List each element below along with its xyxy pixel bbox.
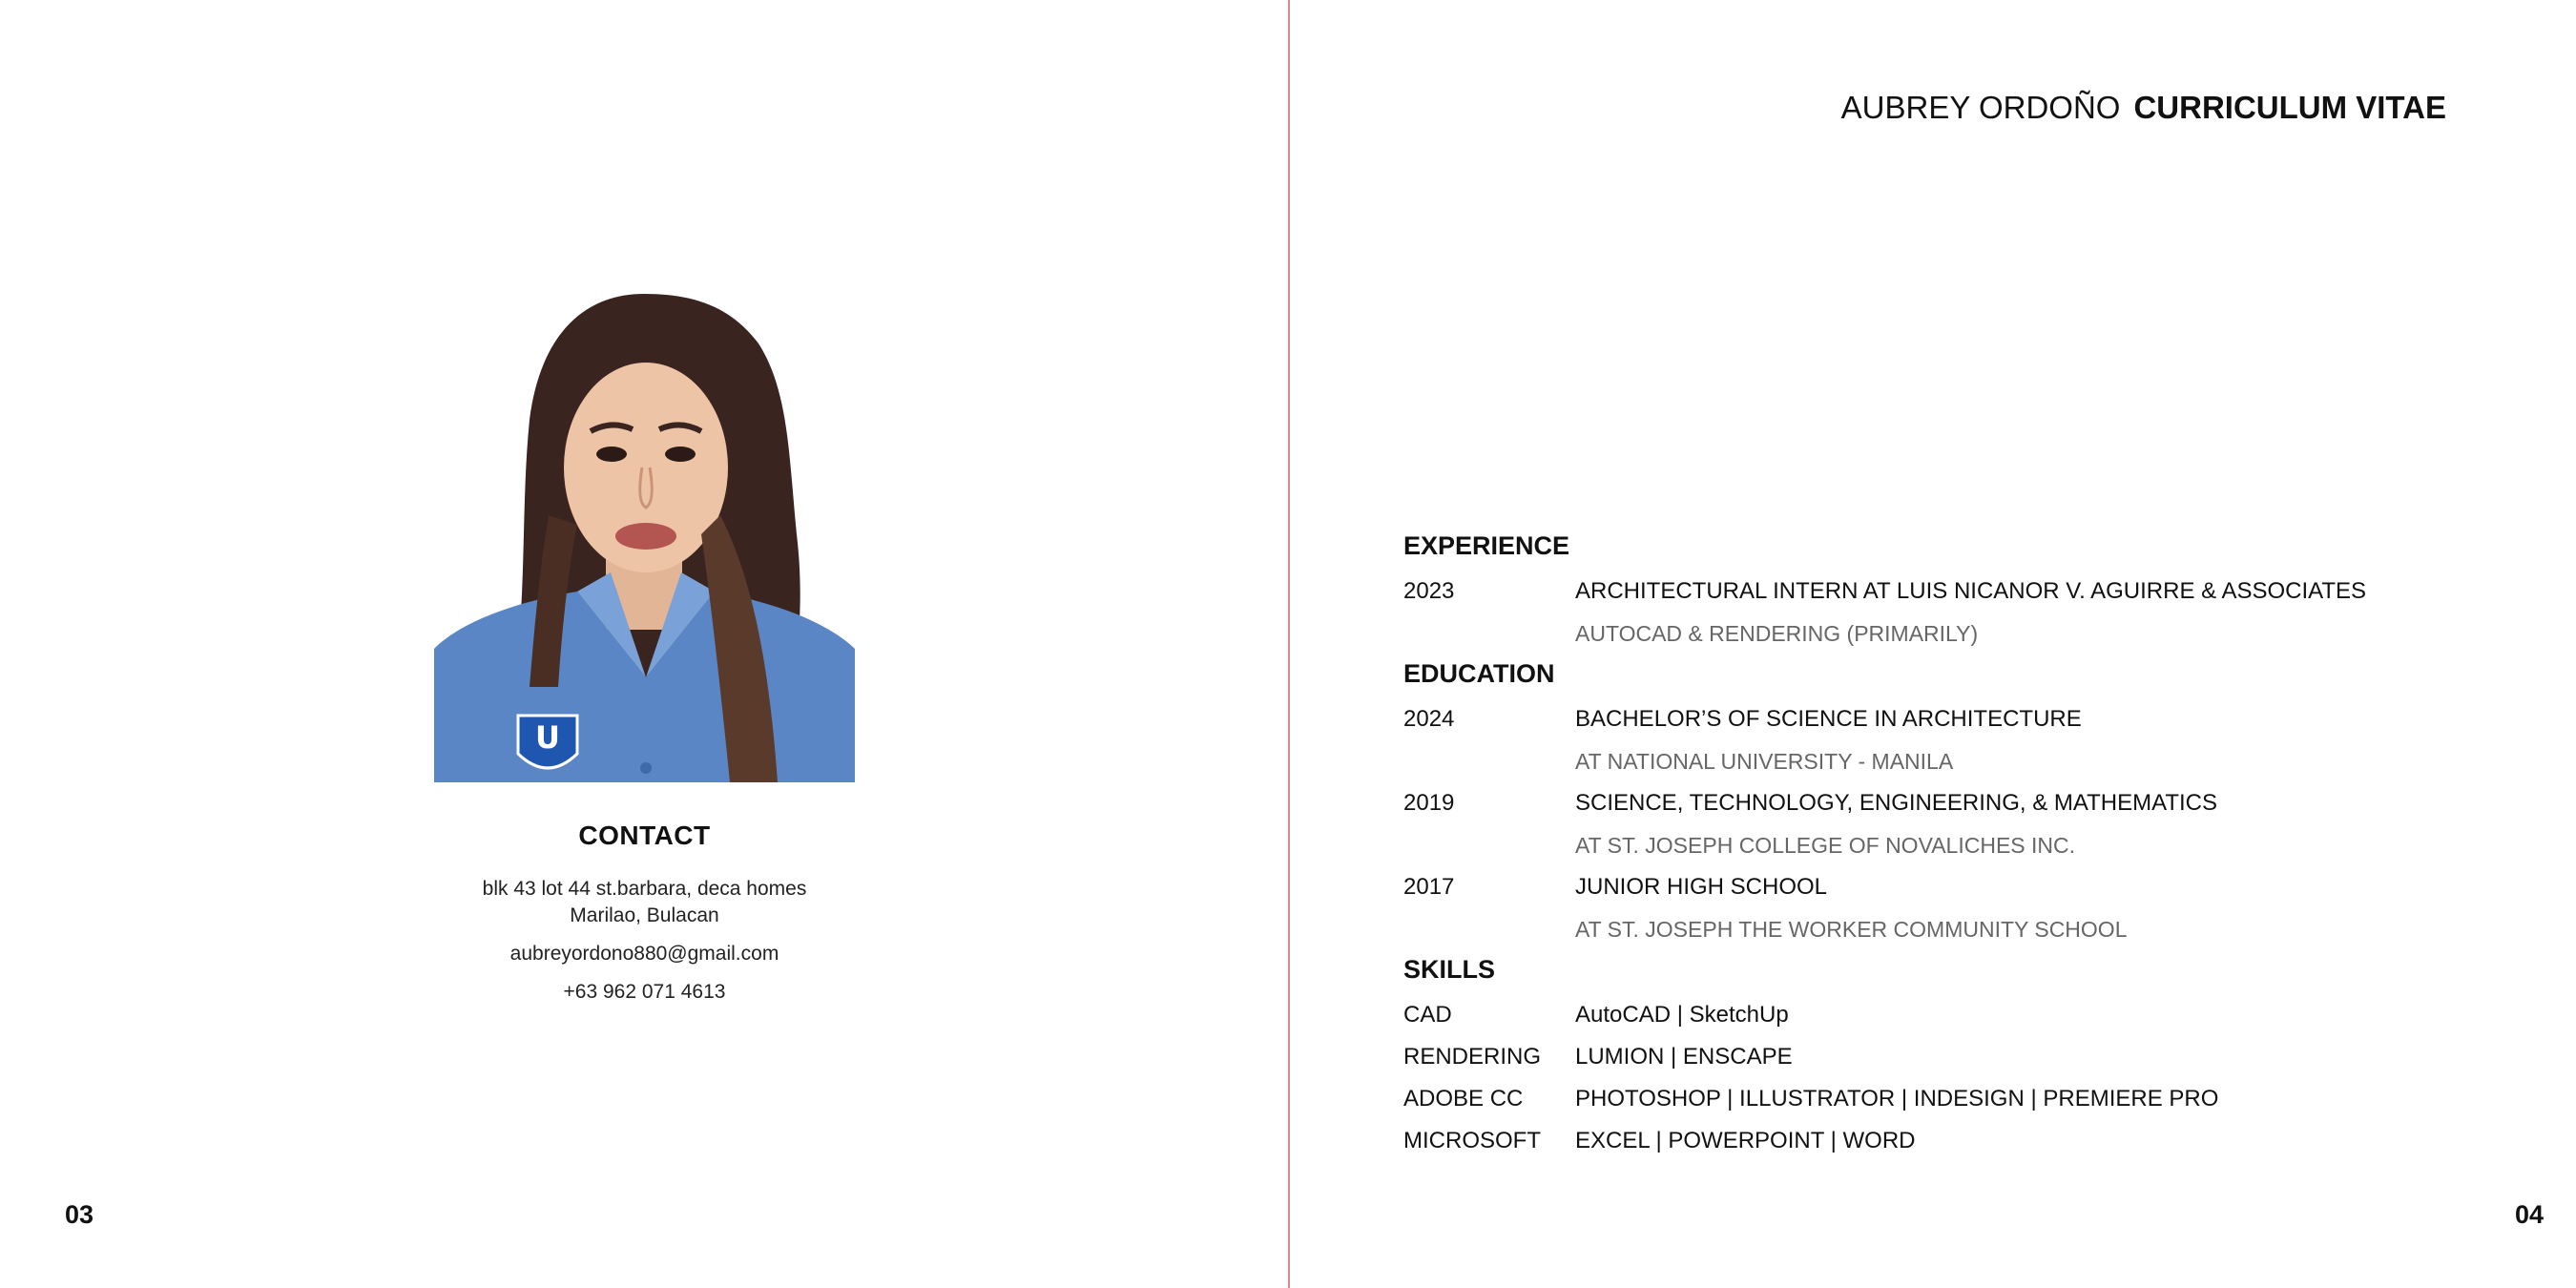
entry-year: 2017 [1403, 874, 1455, 900]
skill-row [1403, 1036, 2501, 1078]
skill-label: ADOBE CC [1403, 1086, 1524, 1111]
skill-label: CAD [1403, 1002, 1452, 1028]
section-title-skills: SKILLS [1403, 955, 1496, 984]
entry-main: ARCHITECTURAL INTERN AT LUIS NICANOR V. AGUIRRE & ASSOCIATES [1575, 578, 2367, 604]
contact-phone: +63 962 071 4613 [563, 981, 726, 1003]
contact-address-line1: blk 43 lot 44 st.barbara, deca homes [482, 878, 807, 900]
entry-year: 2024 [1403, 706, 1455, 732]
entry-main: SCIENCE, TECHNOLOGY, ENGINEERING, & MATHEMATICS [1575, 790, 2217, 816]
skill-value: EXCEL | POWERPOINT | WORD [1575, 1128, 1916, 1153]
experience-entry [1403, 571, 2501, 654]
page-number-right: 04 [2514, 1200, 2544, 1229]
entry-year: 2019 [1403, 790, 1455, 816]
skill-row [1403, 1078, 2501, 1120]
skill-value: PHOTOSHOP | ILLUSTRATOR | INDESIGN | PREMIERE PRO [1575, 1086, 2219, 1111]
entry-sub: AUTOCAD & RENDERING (PRIMARILY) [1575, 621, 1979, 646]
section-title-experience: EXPERIENCE [1403, 531, 1570, 560]
education-entry [1403, 698, 2501, 782]
skill-label: RENDERING [1403, 1044, 1542, 1070]
page-number-left: 03 [65, 1200, 94, 1229]
contact-email: aubreyordono880@gmail.com [509, 943, 779, 965]
entry-sub: AT NATIONAL UNIVERSITY - MANILA [1575, 749, 1954, 774]
skill-row [1403, 994, 2501, 1036]
entry-year: 2023 [1403, 578, 1455, 604]
education-entry [1403, 782, 2501, 866]
cv-name: AUBREY ORDOÑO [1840, 90, 2121, 125]
cv-title: CURRICULUM VITAE [2133, 90, 2446, 125]
contact-heading: CONTACT [578, 821, 711, 850]
contact-section [434, 821, 855, 1006]
badge-letter: U [535, 719, 560, 756]
entry-sub: AT ST. JOSEPH COLLEGE OF NOVALICHES INC. [1575, 833, 2076, 858]
section-title-education: EDUCATION [1403, 659, 1555, 688]
entry-sub: AT ST. JOSEPH THE WORKER COMMUNITY SCHOOL [1575, 917, 2128, 942]
skill-value: AutoCAD | SketchUp [1575, 1002, 1789, 1028]
skill-row [1403, 1120, 2501, 1162]
entry-main: BACHELOR’S OF SCIENCE IN ARCHITECTURE [1575, 706, 2082, 732]
cv-header [1841, 90, 2446, 126]
entry-main: JUNIOR HIGH SCHOOL [1575, 874, 1828, 900]
cv-body [1403, 527, 2501, 1162]
contact-address-line2: Marilao, Bulacan [570, 904, 719, 926]
portrait-photo [434, 286, 855, 782]
skill-label: MICROSOFT [1403, 1128, 1541, 1153]
skill-value: LUMION | ENSCAPE [1575, 1044, 1793, 1070]
education-entry [1403, 866, 2501, 950]
page-right [1290, 0, 2576, 1288]
